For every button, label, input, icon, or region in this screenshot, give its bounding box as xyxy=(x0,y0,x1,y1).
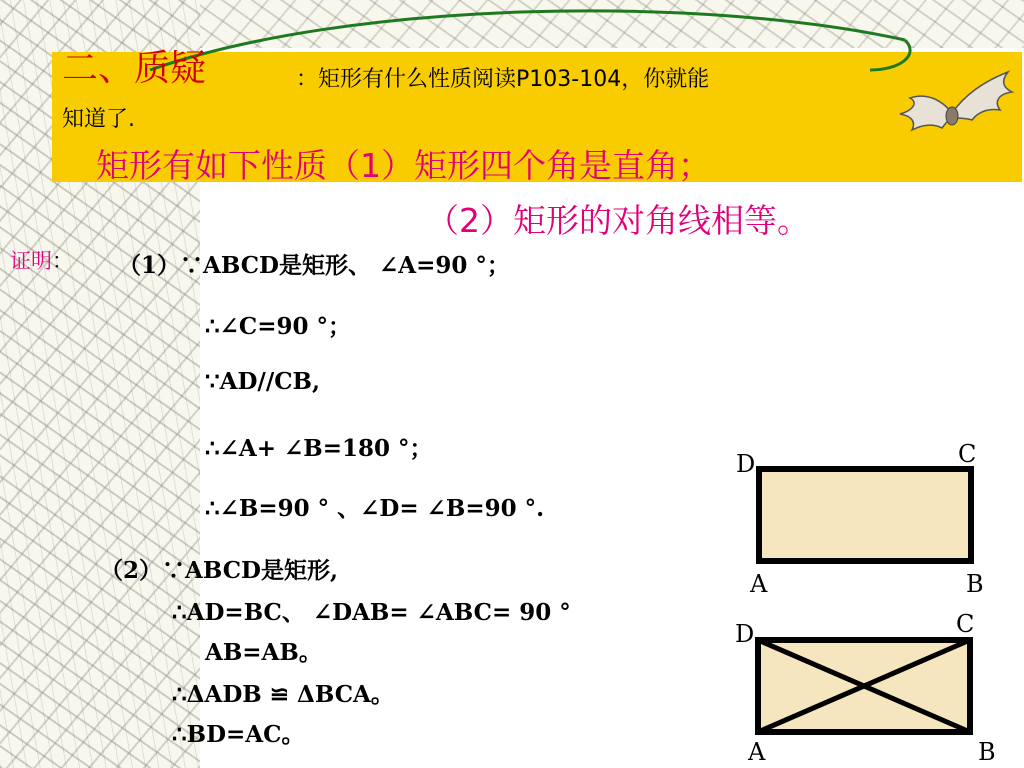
bat-icon xyxy=(890,68,1015,148)
proof-step-6: （2）∵ABCD是矩形, xyxy=(100,557,338,584)
section-title: 二、质疑 xyxy=(62,48,207,89)
proof-step-1: （1）∵ABCD是矩形、 ∠A=90 °； xyxy=(118,252,510,279)
proof-label-colon: ： xyxy=(52,249,73,273)
proof-step-5: ∴∠B=90 ° 、∠D= ∠B=90 °. xyxy=(205,495,545,522)
question-text: ：矩形有什么性质阅读P103-104，你就能 xyxy=(296,67,710,92)
property-line-1: 矩形有如下性质（1）矩形四个角是直角； xyxy=(96,146,711,185)
vertex-label-c1: C xyxy=(958,440,977,468)
proof-step-7: ∴AD=BC、 ∠DAB= ∠ABC= 90 ° xyxy=(172,599,571,626)
vertex-label-a1: A xyxy=(750,570,768,598)
rectangle-figure-1 xyxy=(756,466,976,566)
property-line-2: （2）矩形的对角线相等。 xyxy=(426,201,810,240)
question-text-continued: 知道了. xyxy=(62,107,135,132)
rectangle-figure-2 xyxy=(755,637,975,737)
vertex-label-d1: D xyxy=(736,450,756,478)
vertex-label-b2: B xyxy=(978,738,996,766)
vertex-label-a2: A xyxy=(748,738,766,766)
proof-step-2: ∴∠C=90 °； xyxy=(205,313,351,340)
proof-step-9: ∴ΔADB ≌ ΔBCA。 xyxy=(172,681,394,708)
decorative-pattern-top xyxy=(200,0,1024,48)
proof-step-10: ∴BD=AC。 xyxy=(172,721,305,748)
proof-label xyxy=(10,245,73,275)
vertex-label-d2: D xyxy=(735,620,755,648)
vertex-label-c2: C xyxy=(956,610,975,638)
vertex-label-b1: B xyxy=(966,570,984,598)
proof-label-text: 证明 xyxy=(10,249,52,273)
proof-step-3: ∵AD//CB, xyxy=(205,368,320,395)
proof-step-8: AB=AB。 xyxy=(205,639,322,666)
proof-step-4: ∴∠A+ ∠B=180 °； xyxy=(205,435,433,462)
